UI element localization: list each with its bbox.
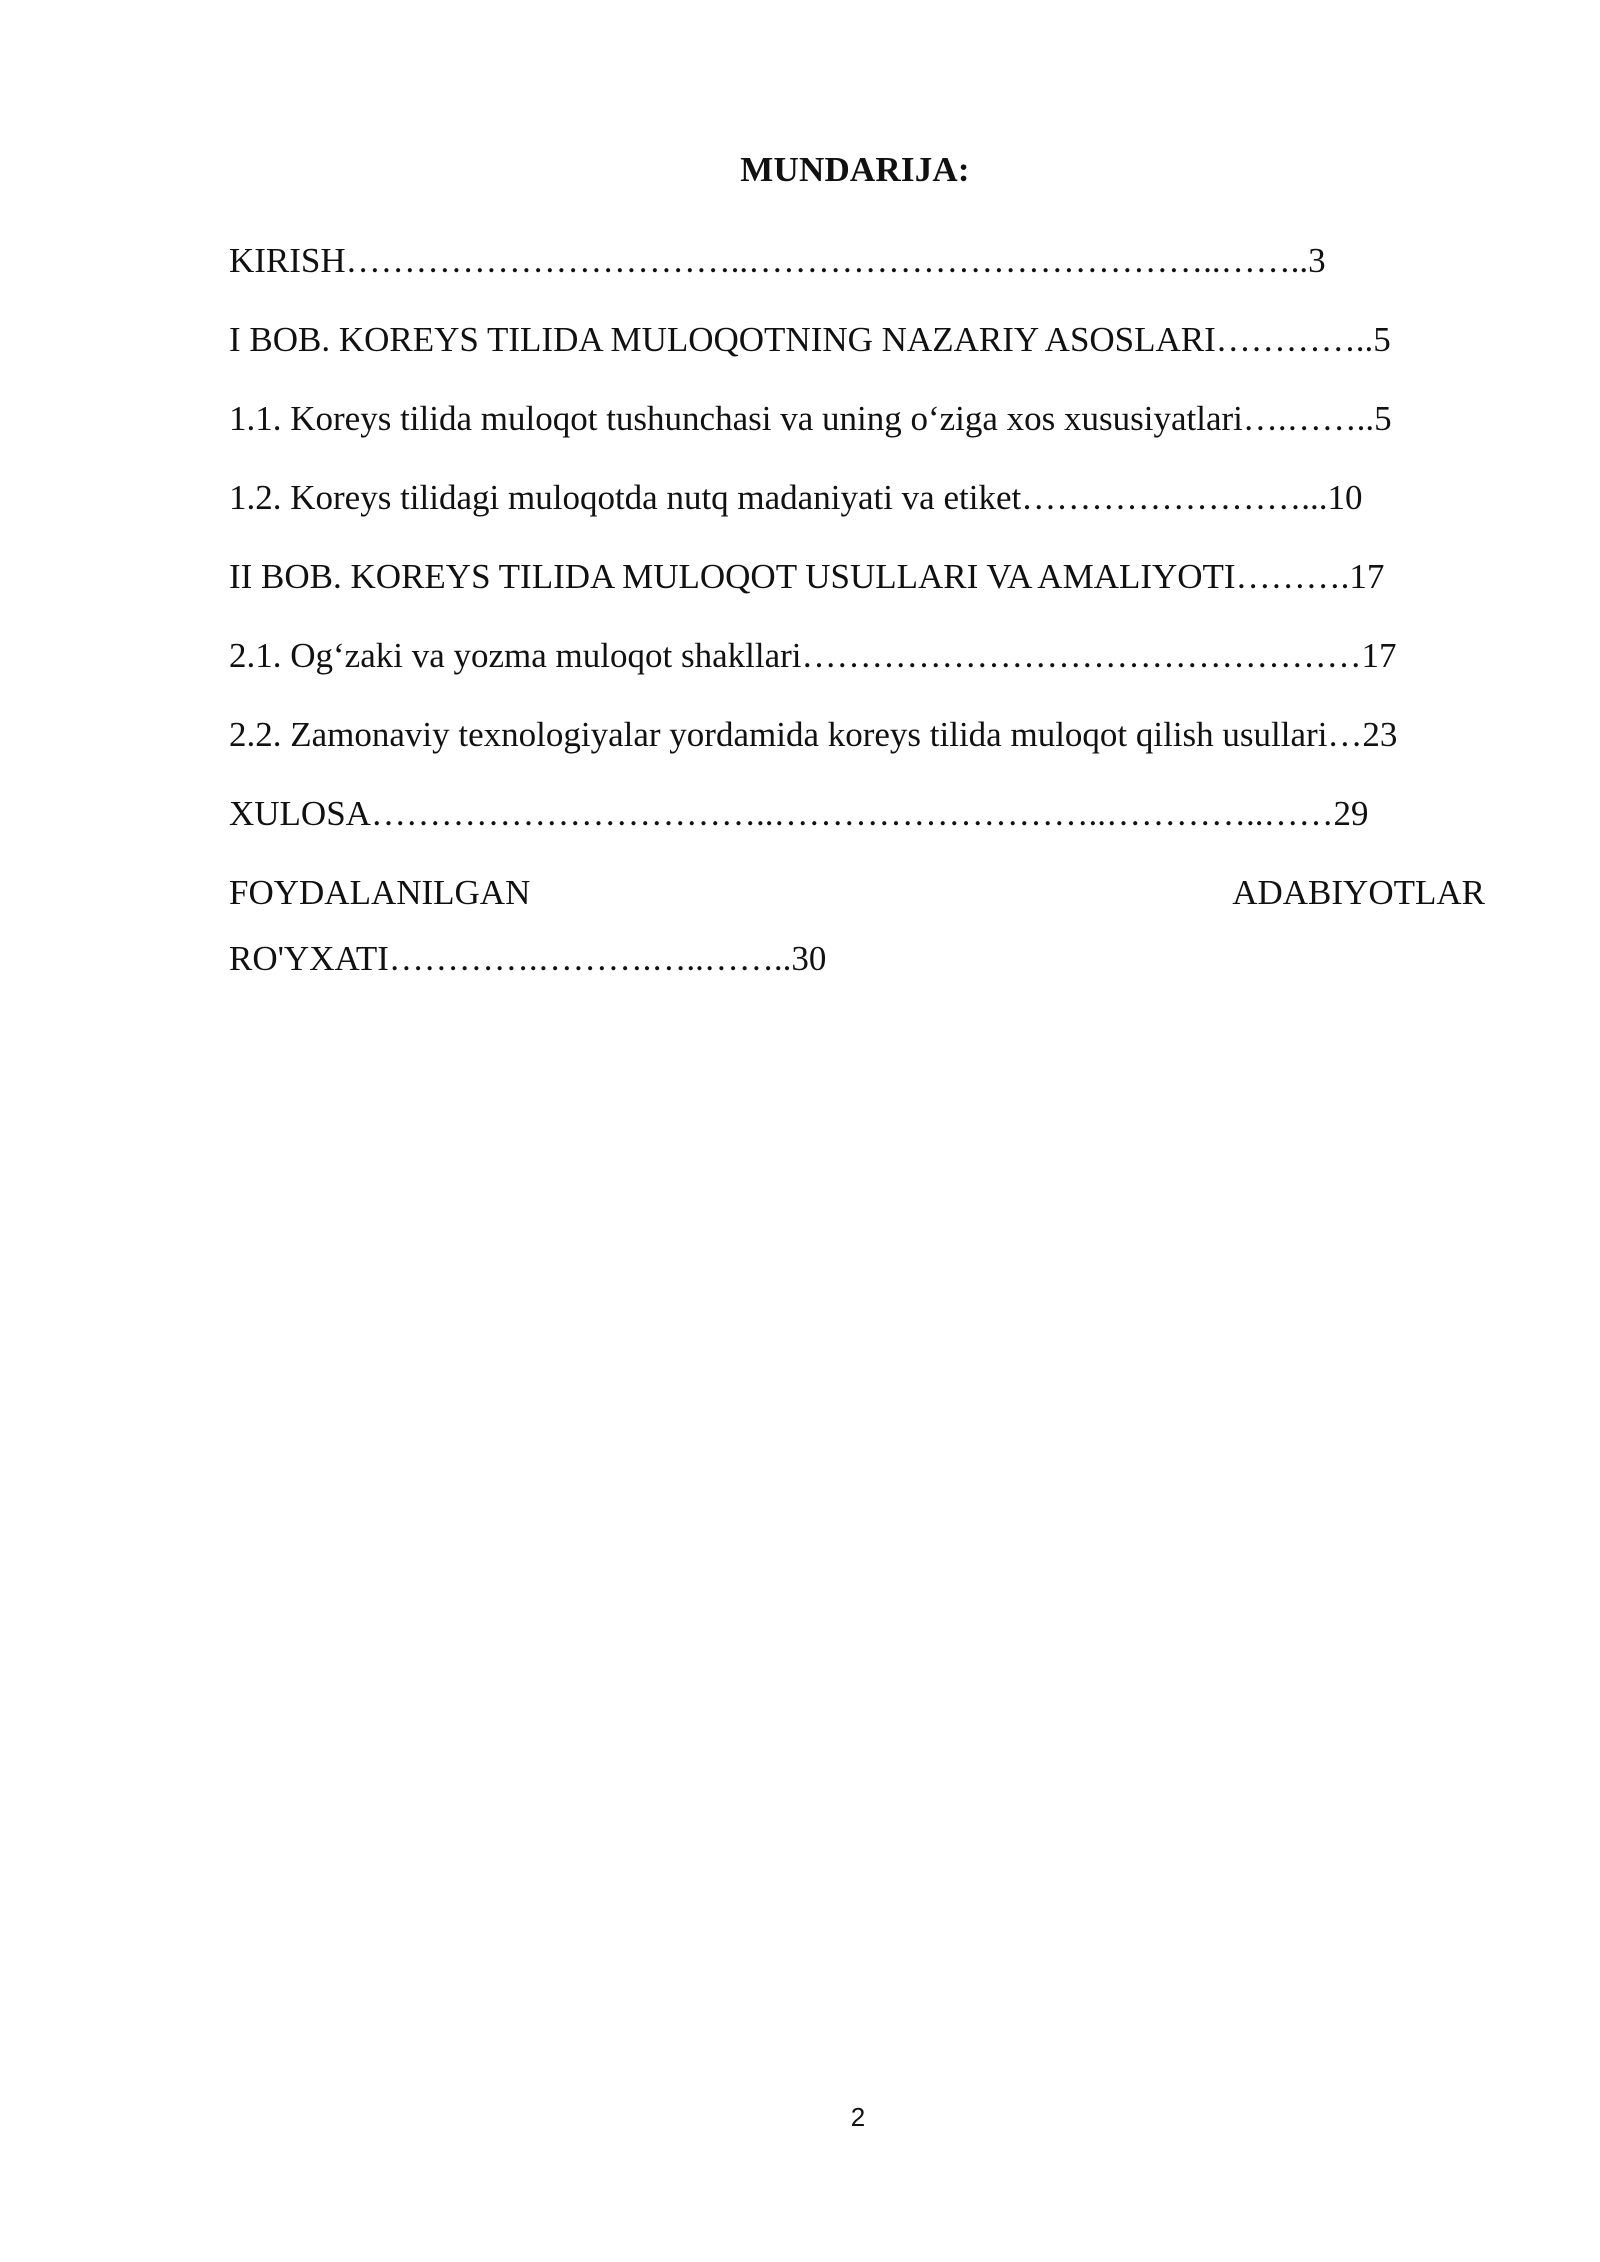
toc-entry-section-1-2: 1.2. Koreys tilidagi muloqotda nutq madaniyati va etiket……………………...10 — [229, 478, 1363, 517]
toc-entry-kirish: KIRISH……………………………..…………………………………..……..3 — [229, 241, 1326, 280]
toc-entry-section-2-2: 2.2. Zamonaviy texnologiyalar yordamida koreys tilida muloqot qilish usullari…23 — [229, 715, 1398, 754]
toc-entry-section-2-1: 2.1. Og‘zaki va yozma muloqot shakllari…………………………………………17 — [229, 636, 1397, 675]
toc-entry-chapter-2: II BOB. KOREYS TILIDA MULOQOT USULLARI VA AMALIYOTI……….17 — [229, 557, 1385, 596]
toc-entry-xulosa: XULOSA……………………………..………………………..…………..……29 — [229, 794, 1369, 833]
page-number: 2 — [850, 2102, 866, 2132]
toc-entry-references — [229, 868, 1485, 984]
toc-title: MUNDARIJA: — [740, 150, 970, 189]
references-second-line: RO'YXATI………….……….…..……..30 — [229, 939, 827, 978]
references-word-right: ADABIYOTLAR — [1232, 873, 1485, 912]
references-first-line — [229, 868, 1485, 918]
references-word-left: FOYDALANILGAN — [229, 873, 531, 912]
toc-entry-section-1-1: 1.1. Koreys tilida muloqot tushunchasi va uning o‘ziga xos xususiyatlari….……..5 — [229, 399, 1392, 438]
table-of-contents — [229, 236, 1485, 984]
toc-entry-chapter-1: I BOB. KOREYS TILIDA MULOQOTNING NAZARIY ASOSLARI…………..5 — [229, 320, 1391, 359]
